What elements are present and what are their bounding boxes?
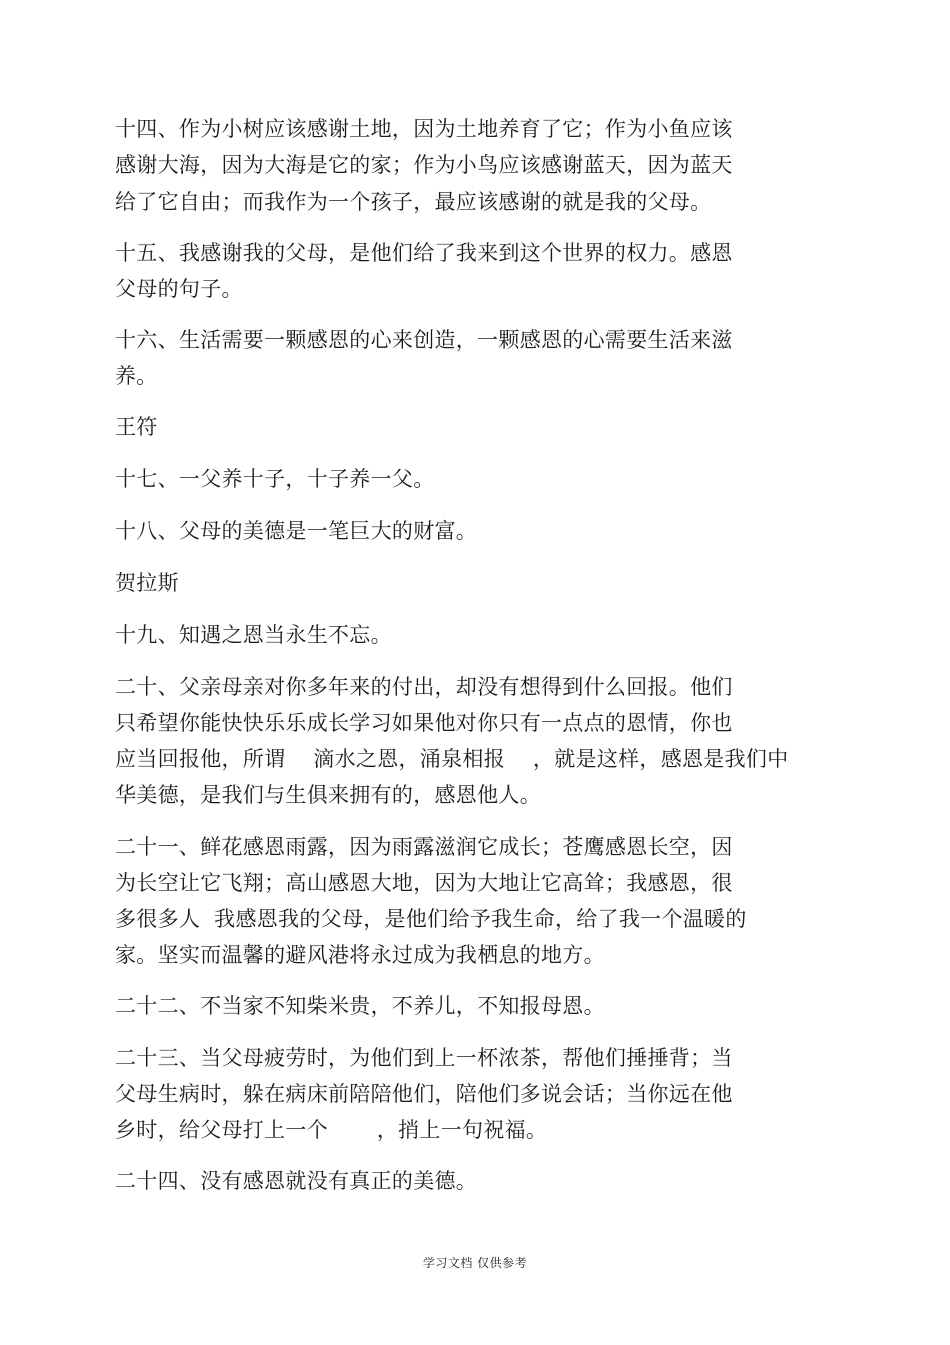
paragraph-line: 十八、父母的美德是一笔巨大的财富。 [115,519,478,543]
paragraph-line: 二十一、鲜花感恩雨露，因为雨露滋润它成长；苍鹰感恩长空，因 [115,835,733,859]
paragraph-line: 乡时，给父母打上一个 ，捎上一句祝福。 [115,1118,548,1142]
paragraph-line: 二十、父亲母亲对你多年来的付出，却没有想得到什么回报。他们 [115,675,733,699]
paragraph-line: 父母的句子。 [115,277,243,301]
page-footer: 学习文档 仅供参考 [422,1256,528,1270]
paragraph-line: 父母生病时，躲在病床前陪陪他们，陪他们多说会话；当你远在他 [115,1082,733,1106]
paragraph-line: 十六、生活需要一颗感恩的心来创造，一颗感恩的心需要生活来滋 [115,328,733,352]
paragraph-line: 二十二、不当家不知柴米贵，不养儿，不知报母恩。 [115,994,605,1018]
paragraph-line: 二十三、当父母疲劳时，为他们到上一杯浓茶，帮他们捶捶背；当 [115,1046,733,1070]
paragraph-line: 十五、我感谢我的父母，是他们给了我来到这个世界的权力。感恩 [115,241,733,265]
paragraph-line: 家。坚实而温馨的避风港将永过成为我栖息的地方。 [115,943,605,967]
paragraph-line: 只希望你能快快乐乐成长学习如果他对你只有一点点的恩情，你也 [115,711,733,735]
author-attribution: 王符 [115,415,158,439]
paragraph-line: 为长空让它飞翔；高山感恩大地，因为大地让它高耸；我感恩，很 [115,871,733,895]
paragraph-line: 多很多人 我感恩我的父母，是他们给予我生命，给了我一个温暖的 [115,907,747,931]
paragraph-line: 十九、知遇之恩当永生不忘。 [115,623,392,647]
paragraph-line: 感谢大海，因为大海是它的家；作为小鸟应该感谢蓝天，因为蓝天 [115,153,733,177]
paragraph-line: 二十四、没有感恩就没有真正的美德。 [115,1169,478,1193]
paragraph-line: 十四、作为小树应该感谢土地，因为土地养育了它；作为小鱼应该 [115,117,733,141]
paragraph-line: 养。 [115,364,158,388]
paragraph-line: 十七、一父养十子，十子养一父。 [115,467,435,491]
paragraph-line: 应当回报他，所谓 滴水之恩，涌泉相报 ，就是这样，感恩是我们中 [115,747,789,771]
author-attribution: 贺拉斯 [115,571,179,595]
paragraph-line: 给了它自由；而我作为一个孩子，最应该感谢的就是我的父母。 [115,190,712,214]
paragraph-line: 华美德，是我们与生俱来拥有的，感恩他人。 [115,783,541,807]
